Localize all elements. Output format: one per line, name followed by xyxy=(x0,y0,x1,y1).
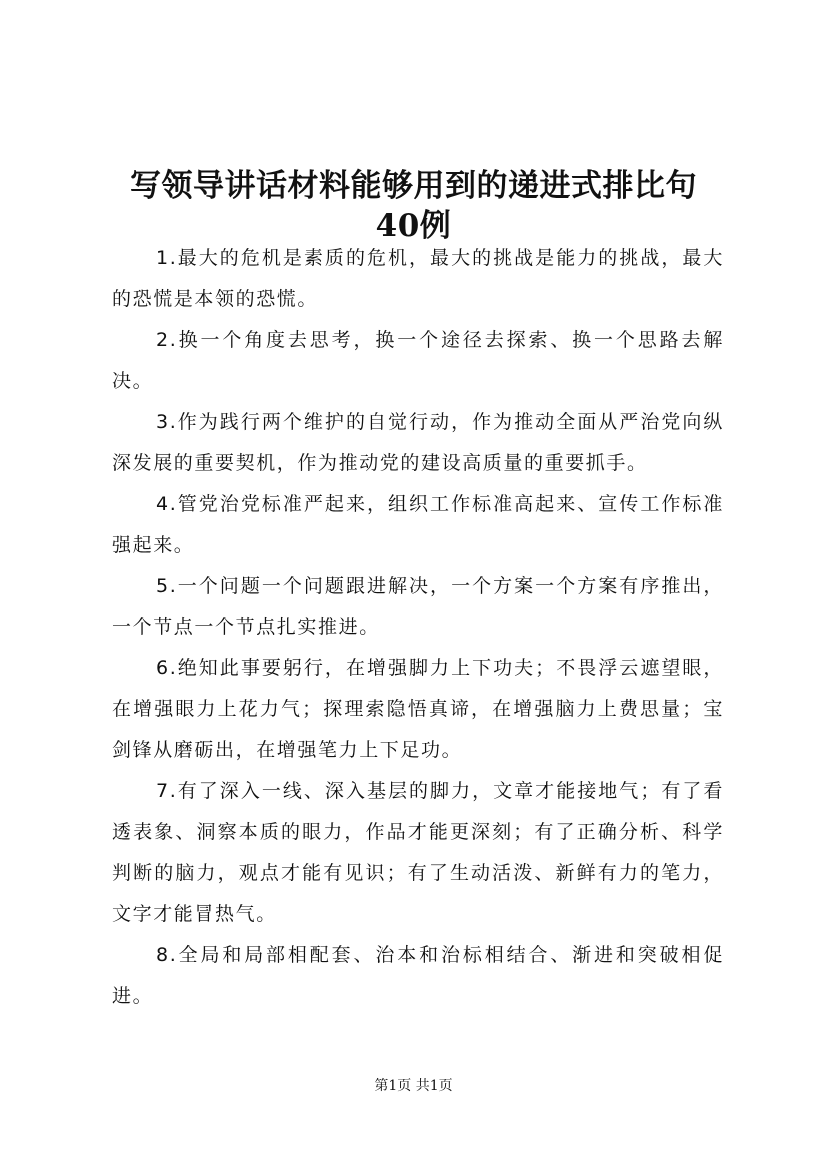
paragraph-5: 5.一个问题一个问题跟进解决，一个方案一个方案有序推出，一个节点一个节点扎实推进。 xyxy=(112,575,724,638)
page-footer: 第1页 共1页 xyxy=(374,1078,453,1094)
paragraph-1: 1.最大的危机是素质的危机，最大的挑战是能力的挑战，最大的恐慌是本领的恐慌。 xyxy=(112,247,724,310)
paragraph-7: 7.有了深入一线、深入基层的脚力，文章才能接地气；有了看透表象、洞察本质的眼力，作品才能更深刻；有了正确分析、科学判断的脑力，观点才能有见识；有了生动活泼、新鲜有力的笔力，文字才能冒热气。 xyxy=(112,780,724,925)
paragraph-4: 4.管党治党标准严起来，组织工作标准高起来、宣传工作标准强起来。 xyxy=(112,493,724,556)
document-title: 写领导讲话材料能够用到的递进式排比句40例 xyxy=(130,167,697,244)
paragraph-3: 3.作为践行两个维护的自觉行动，作为推动全面从严治党向纵深发展的重要契机，作为推动党的建设高质量的重要抓手。 xyxy=(112,411,724,474)
document-body xyxy=(112,238,724,1017)
paragraph-2: 2.换一个角度去思考，换一个途径去探索、换一个思路去解决。 xyxy=(112,329,724,392)
paragraph-8: 8.全局和局部相配套、治本和治标相结合、渐进和突破相促进。 xyxy=(112,944,724,1007)
paragraph-6: 6.绝知此事要躬行，在增强脚力上下功夫；不畏浮云遮望眼，在增强眼力上花力气；探理索隐悟真谛，在增强脑力上费思量；宝剑锋从磨砺出，在增强笔力上下足功。 xyxy=(112,657,724,761)
